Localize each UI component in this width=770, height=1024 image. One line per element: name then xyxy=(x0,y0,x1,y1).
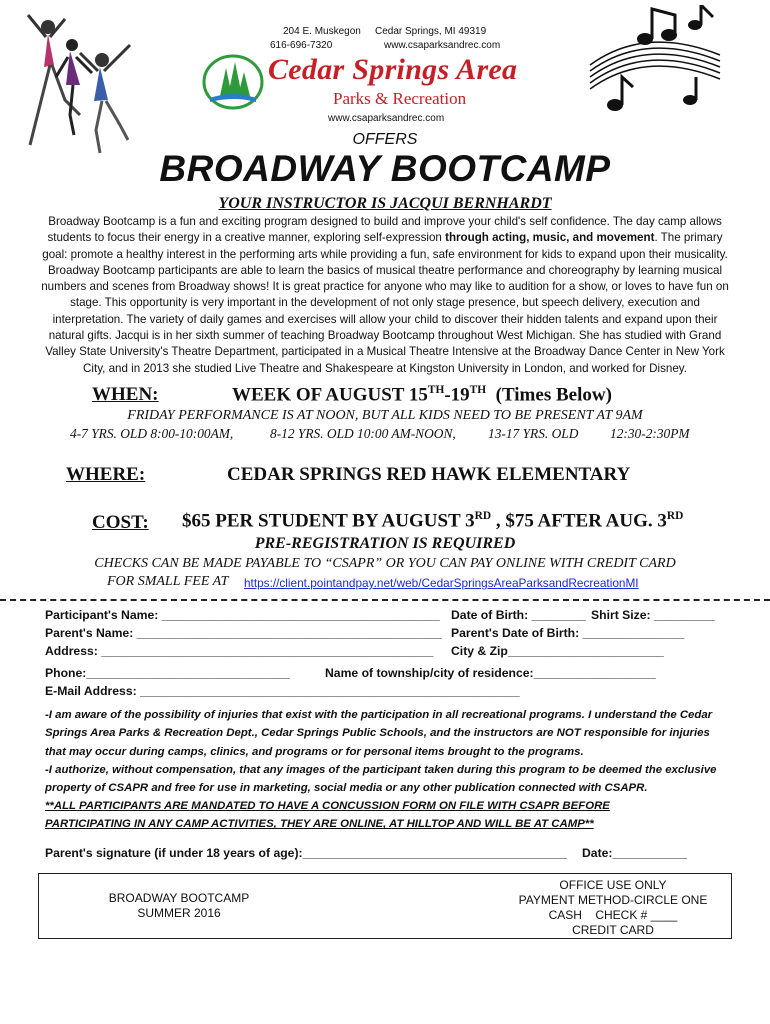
age-group-3-time: 12:30-2:30PM xyxy=(610,426,690,441)
payment-link[interactable]: https://client.pointandpay.net/web/CedarSpringsAreaParksandRecreationMI xyxy=(244,576,639,590)
age-group-1: 4-7 YRS. OLD 8:00-10:00AM, xyxy=(70,426,234,441)
brand-subtitle: Parks & Recreation xyxy=(333,89,467,108)
parent-name-field[interactable]: Parent's Name: _____________________________________________ xyxy=(45,626,442,640)
header-address: 204 E. Muskegon xyxy=(283,26,361,37)
program-name-box-label: BROADWAY BOOTCAMP SUMMER 2016 xyxy=(108,891,250,920)
email-field[interactable]: E-Mail Address: ________________________________________________________ xyxy=(45,684,520,698)
preregistration-note: PRE-REGISTRATION IS REQUIRED xyxy=(254,535,516,552)
phone-field[interactable]: Phone:______________________________ xyxy=(45,666,290,680)
trees-logo-icon xyxy=(202,54,264,110)
shirt-size-field[interactable]: Shirt Size: _________ xyxy=(591,608,715,622)
instructor-line: YOUR INSTRUCTOR IS JACQUI BERNHARDT xyxy=(218,195,552,212)
cost-value: $65 PER STUDENT BY AUGUST 3RD , $75 AFTER AUG. 3RD xyxy=(182,510,684,532)
concussion-mandate: **ALL PARTICIPANTS ARE MANDATED TO HAVE A CONCUSSION FORM ON FILE WITH CSAPR BEFORE PARTICIPATING IN ANY CAMP ACTIVITIES, THEY ARE ONLINE, AT HILLTOP AND WILL BE AT CAMP** xyxy=(45,800,610,831)
header-city: Cedar Springs, MI 49319 xyxy=(375,26,487,37)
when-label: WHEN: xyxy=(92,384,159,405)
parent-dob-field[interactable]: Parent's Date of Birth: _______________ xyxy=(451,626,685,640)
parent-signature-field[interactable]: Parent's signature (if under 18 years of age):_______________________________________ xyxy=(45,846,567,860)
page-title: BROADWAY BOOTCAMP xyxy=(159,148,611,189)
program-description: Broadway Bootcamp is a fun and exciting program designed to build and improve your child's self confidence. The day camp allows students to focus their energy in a creative manner, exploring self-expression through acting, music, and movement. The primary goal: promote a healthy interest in the performing arts while providing a fun, safe environment for kids to expand upon their musicality. Broadway Bootcamp participants are able to learn the basics of musical theatre performance and choreography by learning musical numbers and scenes from Broadway shows! It is great practice for anyone who may like to audition for a show, or loves to have fun on stage. This opportunity is very important in the development of not only stage presence, but speech delivery, execution and interpretation. The variety of daily games and exercises will allow your child to discover their hidden talents and expand upon their natural gifts. Jacqui is in her sixth summer of teaching Broadway Bootcamp throughout West Michigan. She has studied with Grand Valley State University's Theatre Department, participated in a Musical Theatre Intensive at the Broadway Dance Center in New York City, and in 2013 she studied Live Theatre and Shakespeare at Kingston University in London, and worked for Disney. xyxy=(41,215,729,375)
header-website: www.csaparksandrec.com xyxy=(384,40,501,51)
injury-disclaimer: -I am aware of the possibility of injuries that exist with the participation in all recreational programs. I understand the Cedar Springs Area Parks & Recreation Dept., Cedar Springs Public Schools, and the instructors are NOT responsible for injuries that may occur during camps, clinics, and programs or for personal items brought to the programs. xyxy=(45,709,713,758)
payment-method-box: OFFICE USE ONLY PAYMENT METHOD-CIRCLE ONE CASH CHECK # ____ CREDIT CARD xyxy=(518,878,708,937)
where-value: CEDAR SPRINGS RED HAWK ELEMENTARY xyxy=(227,464,631,485)
cut-line-divider xyxy=(0,599,770,601)
age-group-3: 13-17 YRS. OLD xyxy=(488,426,579,441)
small-fee-label: FOR SMALL FEE AT xyxy=(107,574,229,589)
city-zip-field[interactable]: City & Zip_______________________ xyxy=(451,644,664,658)
friday-performance-note: FRIDAY PERFORMANCE IS AT NOON, BUT ALL KIDS NEED TO BE PRESENT AT 9AM xyxy=(127,408,643,423)
signature-date-field[interactable]: Date:___________ xyxy=(582,846,688,860)
township-field[interactable]: Name of township/city of residence:__________________ xyxy=(325,666,656,680)
header-phone: 616-696-7320 xyxy=(270,40,333,51)
where-label: WHERE: xyxy=(66,464,146,485)
participant-name-field[interactable]: Participant's Name: _________________________________________ xyxy=(45,608,440,622)
brand-name: Cedar Springs Area xyxy=(268,53,518,86)
address-field[interactable]: Address: _________________________________________________ xyxy=(45,644,434,658)
music-notes-illustration xyxy=(585,5,725,115)
age-group-2: 8-12 YRS. OLD 10:00 AM-NOON, xyxy=(270,426,456,441)
date-of-birth-field[interactable]: Date of Birth: ________ xyxy=(451,608,586,622)
header-website-bottom: www.csaparksandrec.com xyxy=(328,113,445,124)
checks-payable-note: CHECKS CAN BE MADE PAYABLE TO “CSAPR” OR YOU CAN PAY ONLINE WITH CREDIT CARD xyxy=(94,556,676,571)
when-value: WEEK OF AUGUST 15TH-19TH (Times Below) xyxy=(232,384,612,406)
cost-label: COST: xyxy=(92,512,149,533)
image-release-disclaimer: -I authorize, without compensation, that any images of the participant taken during this program to be deemed the exclusive property of CSAPR and free for use in marketing, social media or any other publication connected with CSAPR. xyxy=(45,764,717,795)
offers-label: OFFERS xyxy=(352,131,418,148)
office-use-box xyxy=(38,873,732,939)
